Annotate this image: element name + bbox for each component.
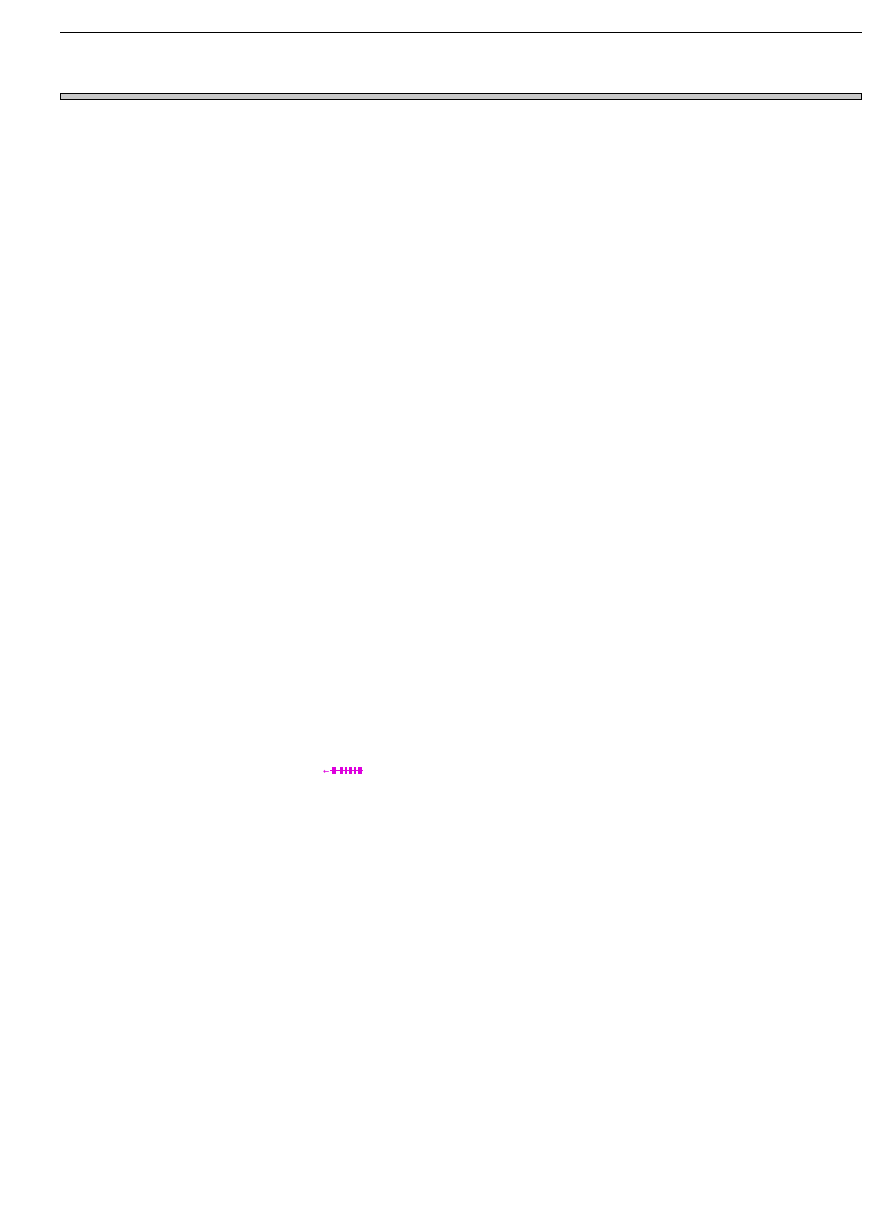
cytoband-bar[interactable]	[60, 93, 862, 100]
strand-arrow-icon: ←	[323, 766, 330, 777]
